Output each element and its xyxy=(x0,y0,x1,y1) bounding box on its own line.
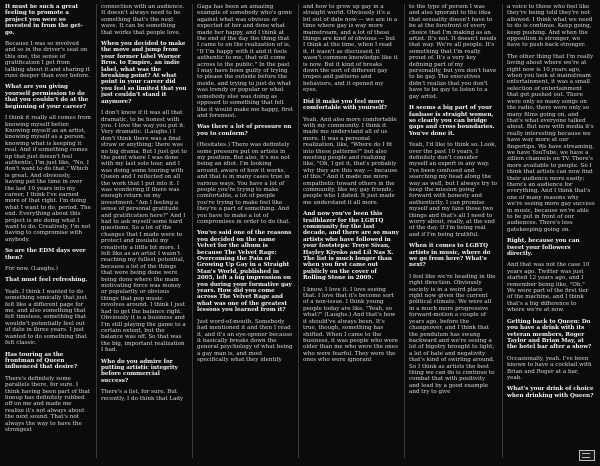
interview-question: And now you've been this trailblazer for the LGBTQ community for the last decade, and there are so many artists who have followed in your footsteps: Troye Sivan, Hayley Kiyoko and Lil Nas X. The list is much longer than when you first came out publicly on the cover of Rolling Stone in 2009. xyxy=(303,211,399,282)
interview-answer: (Hesitates.) There was definitely some pressure put on artists in my position. But also, it's me not being an idiot. I'm looking around, aware of how it works, and that is in many cases true in various ways. You have a lot of people you're trying to make comfortable, a lot of people you're trying to make feel like they're a part of something. And you have to make a lot of compromises in order to do that. xyxy=(197,142,291,225)
interview-answer: Just word-of-mouth. Somebody had mentioned it and then I read it, and it's an eye-opener because it basically breaks down the general psychology of what being a gay man is, and most specifically what they identify xyxy=(197,318,293,364)
interview-question: When you decided to make the move and jump from your former label Warner Bros. to Empire, an indie label, what was the breaking point? At what point in your career did you feel so limited that you just couldn't stand it anymore? xyxy=(101,41,187,105)
interview-answer: Because I was so involved and so in the driver's seat on this one, the sense of gratification I get from talking about it and sharing it runs deeper than ever before. xyxy=(5,41,90,80)
interview-answer: Gaga has been an amazing example of somebody who's gone against what was obvious or expected of her and done what made her happy, and I think at the end of the day the thing that I came to on the realization of is, "If I'm happy with it and it feels authentic to me, that will come across to the public." In the past I may have been guilty of trying to please the outside before the inside, and trying to just do what was trendy or popular or what somebody else was doing as opposed to something that felt like it would make me happy, first and foremost. xyxy=(197,4,293,119)
interview-answer: connection with an audience. It doesn't always need to be something that's the next wave. It can be something that works that people love. xyxy=(101,4,185,36)
interview-question: So are the EDM days over then? xyxy=(5,248,86,261)
interview-question: Did it make you feel more comfortable with yourself? xyxy=(303,98,387,112)
interview-answer: I feel like we're heading in the right direction. Obviously society is in a weird place right now given the current political climate. We were all in a much more progressive forward-motion a couple of years ago, before the changeover, and I think that the pendulum has swung backward and we're seeing a lot of bigotry brought to light, a lot of hate and negativity that's kind of swirling around. So I think as artists the best thing we can do is continue to combat that with positivity and lead by a good example and try to give xyxy=(409,273,496,396)
article-column-2 xyxy=(101,4,187,458)
interview-question: That must feel refreshing. xyxy=(5,277,88,284)
interview-question: You've said one of the reasons you decided on the name Velvet for the album is because The Velvet Rage: Overcoming the Pain of Growing Up Gay in a Straight Man's World, published in 2005, left a big impression on you during your formative gay years. How did you come across The Velvet Rage and what was one of the greatest lessons you learned from it? xyxy=(197,230,292,314)
interview-answer: For now. (Laughs.) xyxy=(5,266,58,273)
interview-answer: The other thing that I'm really loving about where we're at right now is 10 years ago, when you look at mainstream entertainment, it was a small selection of entertainment that got pushed out. There were only so many songs on the radio, there were only so many films going on, and that's what everyone talked about. But now with media it's really interesting because we have way more at our fingertips. We have streaming, we have YouTube, we have a zillion channels on TV. There's more available to people. So I think that artists can now find their audience more easily; there's an audience for everything. And I think that's one of many reasons why we're seeing more gay success in music, because we're able to be put in front of our audiences. There's less gatekeeping going on. xyxy=(507,53,595,233)
interview-question: It seems a big part of your fanbase is straight women, so clearly you can bridge gaps and cross boundaries. You've done it. xyxy=(409,105,495,137)
interview-answer: Yeah. And also more comfortable with my community. I think it made me understand all of us more. It was a personal realization, like, "Where do I fit into these patterns?" but also meeting people and realizing like, "Oh, I get it, that's probably why they are this way — because of this." And it made me more empathetic toward others in the community, like my gay friends, people who I dated. It just made me understand it all more. xyxy=(303,116,398,206)
article-column-6 xyxy=(507,4,595,458)
interview-question: Has touring as the frontman of Queen influenced that desire? xyxy=(5,351,78,371)
column-divider xyxy=(404,4,405,458)
article-column-5 xyxy=(409,4,497,458)
interview-question: Getting back to Queen: Do you have a drink with its veteran members, Roger Taylor and Brian May, at the hotel bar after a show? xyxy=(507,318,592,351)
interview-question: Who do you admire for putting artistic integrity before commercial success? xyxy=(101,358,178,384)
interview-answer: I think it really all comes from knowing myself better. Knowing myself as an artist, knowing myself as a person, knowing what is keeping it real. And if something comes up that just doesn't feel authentic, I'm just like, "No, I don't want to do that." Which is great. And obviously, having put the time in over the last 10 years into my career, I think I've earned more of that right. I'm doing what I want to do, period. The end. Everything about this project is me doing what I want to do. Creatively, I'm not having to compromise with anybody. xyxy=(5,115,91,243)
column-divider xyxy=(192,4,193,458)
column-divider xyxy=(96,4,97,458)
interview-answer: There's definitely some parallels there, for sure. I think having been part of that lineup has definitely rubbed off on me and made me realize it's not always about the next sound. That's not always the way to have the strongest xyxy=(5,375,91,433)
article-column-1 xyxy=(5,4,91,458)
page-corner-icon[interactable] xyxy=(579,450,595,461)
column-divider xyxy=(298,4,299,458)
interview-answer: a voice to those who feel like they're being told they're not allowed. I think what we need to do is continue. Keep going, keep pushing. And when the opposition is stronger, we have to push back stronger. xyxy=(507,4,593,49)
interview-question: Was there a lot of pressure on you to conform? xyxy=(197,124,292,137)
interview-question: What are you giving yourself permission to do that you couldn't do at the beginning of your career? xyxy=(5,84,89,110)
interview-answer: There's a list, for sure. But recently, I do think that Lady xyxy=(101,389,184,402)
interview-question: When it comes to LGBTQ artists in music, where do we go from here? What's next? xyxy=(409,243,491,269)
article-column-4 xyxy=(303,4,399,458)
interview-answer: I don't know if it was all that dramatic, to be honest with you. I love the way you put it. Very dramatic. (Laughs.) I don't think there was a final straw or anything; there was no big drama. But I just got to the point where I was done with my last solo tour, and I was doing some touring with Queen and I reflected on all the work that I put into it. I was wondering if there was enough return on my investment. "Am I feeling a sense of personal gratitude and gratification here?" And I had to ask myself some hard questions. So a lot of the changes that I made were to protect and insulate my creativity a little bit more. I felt like as an artist I wasn't reaching my fullest potential, because a lot of the things that were being done were being done where the main motivating force was money or popularity or obvious things that pop music revolves around. I think I just had to get the balance right. Obviously it is a business and I'm still playing the game to a certain extent, but the balance was off. So that was the big, important realization I had. xyxy=(101,110,187,354)
interview-answer: to the type of person I was and also ignorant to the idea that sexuality doesn't have to be at the forefront of every choice that I'm making as an artist. It's not. It doesn't needs that way. We're all people. It's something that I'm really proud of. It's a very key defining part of my personality, but you don't have to be gay. The executives didn't realize that you don't have to be gay to listen to a gay artist. xyxy=(409,4,497,100)
interview-answer: Occasionally, yeah. I've been known to have a cocktail with Brian and Roger at a bar, yeah. xyxy=(507,355,592,381)
interview-question: Right, because you can tweet your followers directly. xyxy=(507,238,580,258)
interview-answer: Yeah, I'd like to think so. Look, over the past 10 years, I definitely don't consider myself an expert in any way. I've been confused and searching my head along the way as well, but I always try to keep the mission going forward with honesty and authenticity. I can promise myself and my fans those two things and that's all I need to worry about, really, at the end of the day. If I'm being real and if I'm being truthful. xyxy=(409,142,497,238)
interview-question: What's your drink of choice when drinking with Queen? xyxy=(507,386,594,399)
interview-question: It must be such a great feeling to promote a project you were so invested in from the get-go. xyxy=(5,4,83,36)
interview-answer: Yeah. I think I wanted to do something sonically that just felt like a different page for me, and also something that felt timeless, something that wouldn't potentially feel out of date in three years. I just wanted to do something that felt classic. xyxy=(5,288,87,347)
interview-answer: and how to grow up gay in a straight world. Obviously it's a bit out of date now — we are in a time where gay is way more mainstream, and a lot of these things are kind of obvious — but I think at the time, when I read it, it wasn't as discussed, it wasn't common knowledge like it is now. But it kind of breaks down the sort of different gay tropes and patterns and behaviors, and it opened my eyes. xyxy=(303,4,398,94)
interview-answer: I know. I love it. I love seeing that. I love that it's become sort of a non-issue. I think young people today are like, "Yeah, so what?" (Laughs.) And that's how it should've always been. It's true, though, something has shifted. When I came to the business, it was people who were older than me who were the ones who were fearful. They were the ones who were ignorant xyxy=(303,286,398,364)
article-column-3 xyxy=(197,4,293,458)
column-divider xyxy=(502,4,503,458)
interview-answer: And that was not the case 10 years ago. Twitter was just started 12 years ago, and I remember being like, "Oh." We were part of the first tier of the machine, and I think that's a big difference to where we're at now. xyxy=(507,262,590,314)
